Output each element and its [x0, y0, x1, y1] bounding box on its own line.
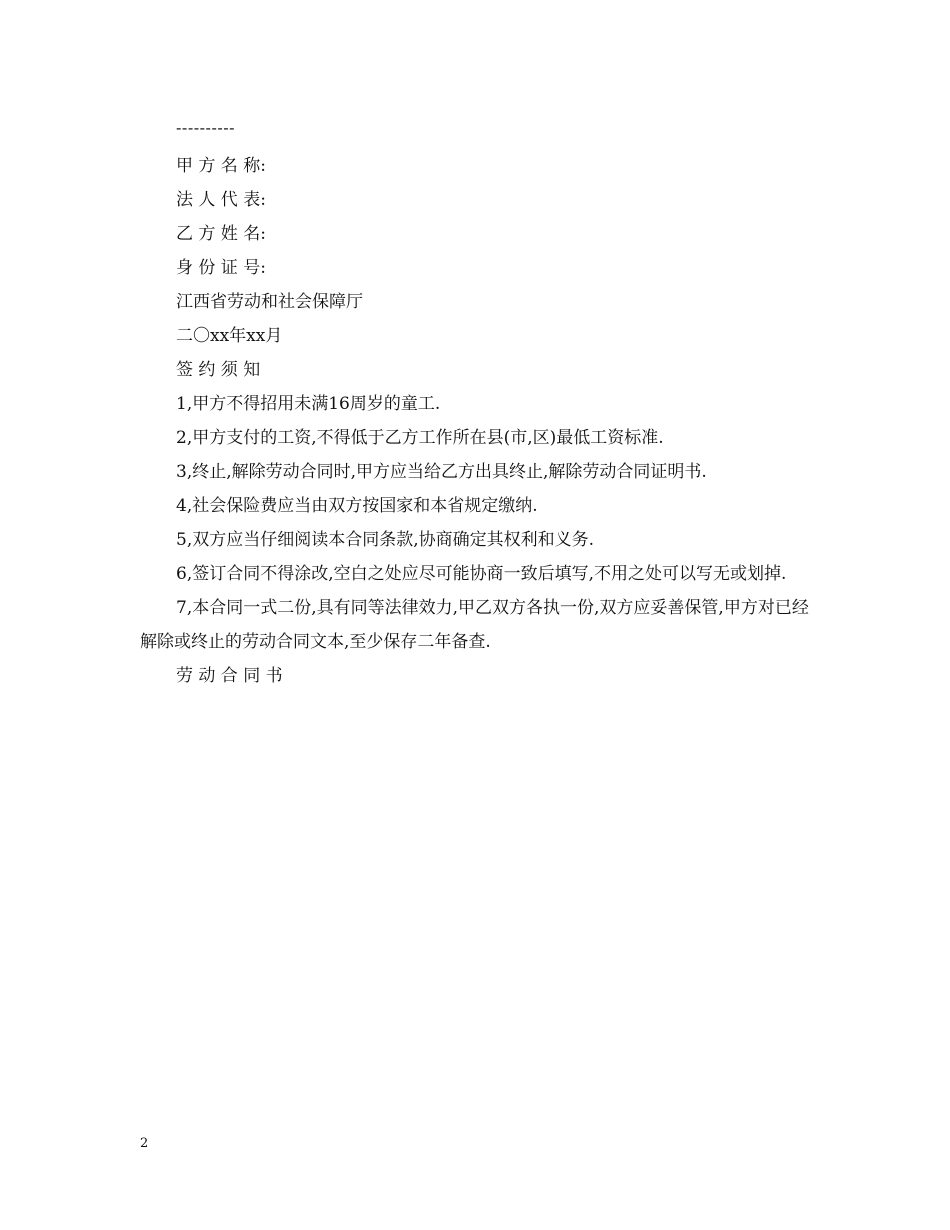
- notice-item: 3,终止,解除劳动合同时,甲方应当给乙方出具终止,解除劳动合同证明书.: [176, 462, 707, 482]
- notice-item: 2,甲方支付的工资,不得低于乙方工作所在县(市,区)最低工资标准.: [176, 428, 664, 448]
- field-party-b-name: 乙 方 姓 名:: [176, 224, 266, 244]
- notice-item: 7,本合同一式二份,具有同等法律效力,甲乙双方各执一份,双方应妥善保管,甲方对已经解除或终止的劳动合同文本,至少保存二年备查.: [140, 598, 809, 652]
- contract-title: 劳 动 合 同 书: [176, 666, 283, 686]
- issuer: 江西省劳动和社会保障厅: [176, 292, 363, 312]
- field-id-number: 身 份 证 号:: [176, 258, 266, 278]
- notice-item: 5,双方应当仔细阅读本合同条款,协商确定其权利和义务.: [176, 530, 595, 550]
- notice-item: 4,社会保险费应当由双方按国家和本省规定缴纳.: [176, 496, 538, 516]
- field-legal-representative: 法 人 代 表:: [176, 190, 266, 210]
- notice-item: 6,签订合同不得涂改,空白之处应尽可能协商一致后填写,不用之处可以写无或划掉.: [176, 564, 787, 584]
- document-body: [140, 149, 820, 693]
- header-rule-text: ----------: [176, 118, 236, 137]
- page-number: 2: [140, 1136, 149, 1151]
- field-party-a-name: 甲 方 名 称:: [176, 156, 266, 176]
- notice-title: 签 约 须 知: [176, 360, 261, 380]
- notice-item: 1,甲方不得招用未满16周岁的童工.: [176, 394, 441, 414]
- issue-date: 二〇xx年xx月: [176, 326, 283, 346]
